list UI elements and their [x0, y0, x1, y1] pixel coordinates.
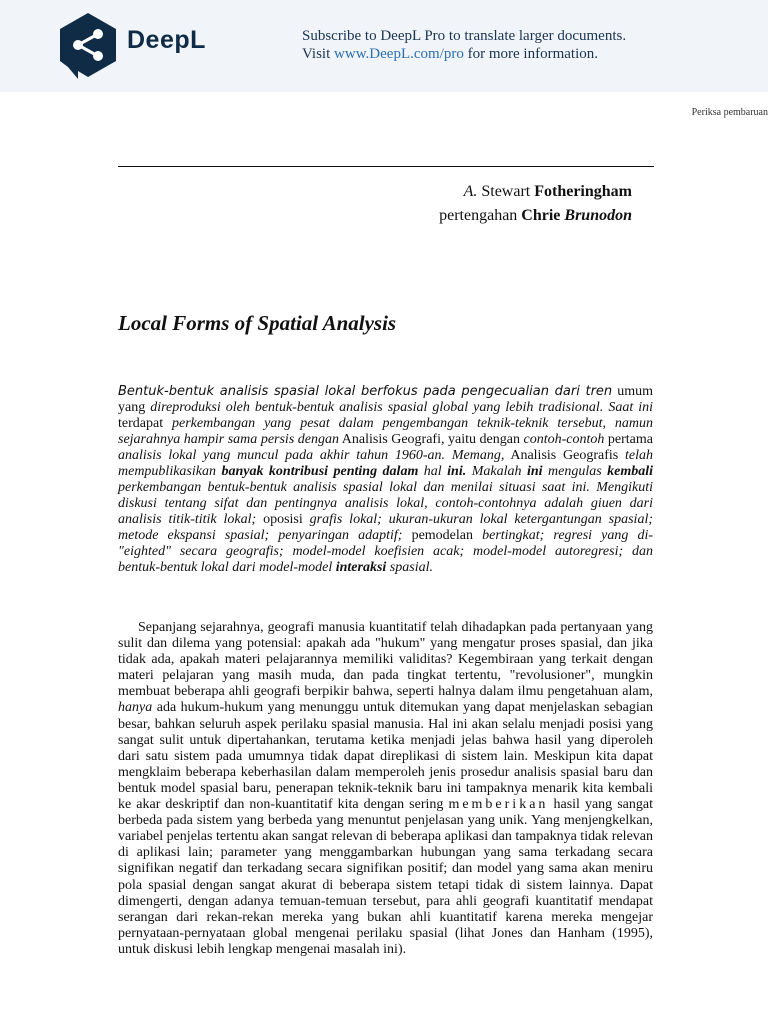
paper-title: Local Forms of Spatial Analysis [118, 311, 397, 335]
authors [439, 180, 632, 228]
promo-text [302, 27, 626, 63]
check-update-link[interactable]: Periksa pembaruan [691, 107, 768, 118]
deepl-banner [0, 0, 768, 92]
abstract: Bentuk-bentuk analisis spasial lokal berfokus pada pengecualian dari tren umum yang direproduksi oleh bentuk-bentuk analisis spasial global yang lebih tradisional. Saat ini terdapat perkembangan yang pesat dalam pengembangan teknik-teknik tersebut, namun sejarahnya hampir sama persis dengan Analisis Geografi, yaitu dengan contoh-contoh pertama analisis lokal yang muncul pada akhir tahun 1960-an. Memang, Analisis Geografis telah mempublikasikan banyak kontribusi penting dalam hal ini. Makalah ini mengulas kembali perkembangan bentuk-bentuk analisis spasial lokal dan menilai situasi saat ini. Mengikuti diskusi tentang sifat dan pentingnya analisis lokal, contoh-contohnya adalah giuen dari analisis titik-titik lokal; oposisi grafis lokal; ukuran-ukuran lokal ketergantungan spasial; metode ekspansi spasial; penyaringan adaptif; pemodelan bertingkat; regresi yang di-"eighted" secara geografis; model-model koefisien acak; model-model autoregresi; dan bentuk-bentuk lokal dari model-model interaksi spasial. [118, 384, 654, 575]
promo-line-1: Subscribe to DeepL Pro to translate larger documents. [302, 28, 627, 44]
author-line-2: pertengahan Chrie Brunodon [439, 207, 632, 224]
deepl-pro-link[interactable]: www.DeepL.com/pro [334, 46, 464, 62]
deepl-logo-text: DeepL [127, 26, 206, 54]
deepl-logo-icon[interactable] [56, 11, 120, 81]
header-rule [118, 166, 654, 167]
author-line-1: A. Stewart Fotheringham [463, 183, 632, 200]
promo-line-2: Visit www.DeepL.com/pro for more information. [302, 46, 598, 62]
body-paragraph: Sepanjang sejarahnya, geografi manusia kuantitatif telah dihadapkan pada pertanyaan yang sulit dan dilema yang potensial: apakah ada "hukum" yang mengatur proses spasial, dan jika tidak ada, apakah materi pelajarannya memiliki validitas? Kegembiraan yang terkait dengan materi pelajaran yang masih muda, dan pada tingkat tertentu, "revolusioner", mungkin membuat beberapa ahli geografi berpikir bahwa, seperti halnya dalam ilmu pengetahuan alam, hanya ada hukum-hukum yang menunggu untuk ditemukan yang dapat menjelaskan sebagian besar, bahkan seluruh aspek perilaku spasial manusia. Hal ini akan selalu menjadi posisi yang sangat sulit untuk dipertahankan, terutama ketika menjadi jelas bahwa hasil yang diperoleh dari satu sistem pada umumnya tidak dapat direplikasi di sistem lain. Meskipun kita dapat mengklaim beberapa keberhasilan dalam memperoleh jenis prosedur analisis spasial baru dan bentuk model spasial baru, penerapan teknik-teknik baru ini tampaknya menarik kita kembali ke akar deskriptif dan non-kuantitatif kita dengan sering memberikan hasil yang sangat berbeda pada sistem yang berbeda yang menuntut penjelasan yang unik. Yang menjengkelkan, variabel penjelas tertentu akan sangat relevan di beberapa aplikasi dan tampaknya tidak relevan di aplikasi lain; parameter yang menggambarkan hubungan yang sama terkadang secara signifikan negatif dan terkadang secara signifikan positif; dan model yang sama akan meniru pola spasial dengan sangat akurat di beberapa sistem tetapi tidak di sistem lainnya. Dapat dimengerti, dengan adanya temuan-temuan tersebut, para ahli geografi kuantitatif mendapat serangan dari rekan-rekan mereka yang bukan ahli kuantitatif karena mereka mengejar pernyataan-pernyataan global mengenai perilaku spasial (lihat Jones dan Hanham (1995), untuk diskusi lebih lengkap mengenai masalah ini). [118, 620, 654, 957]
